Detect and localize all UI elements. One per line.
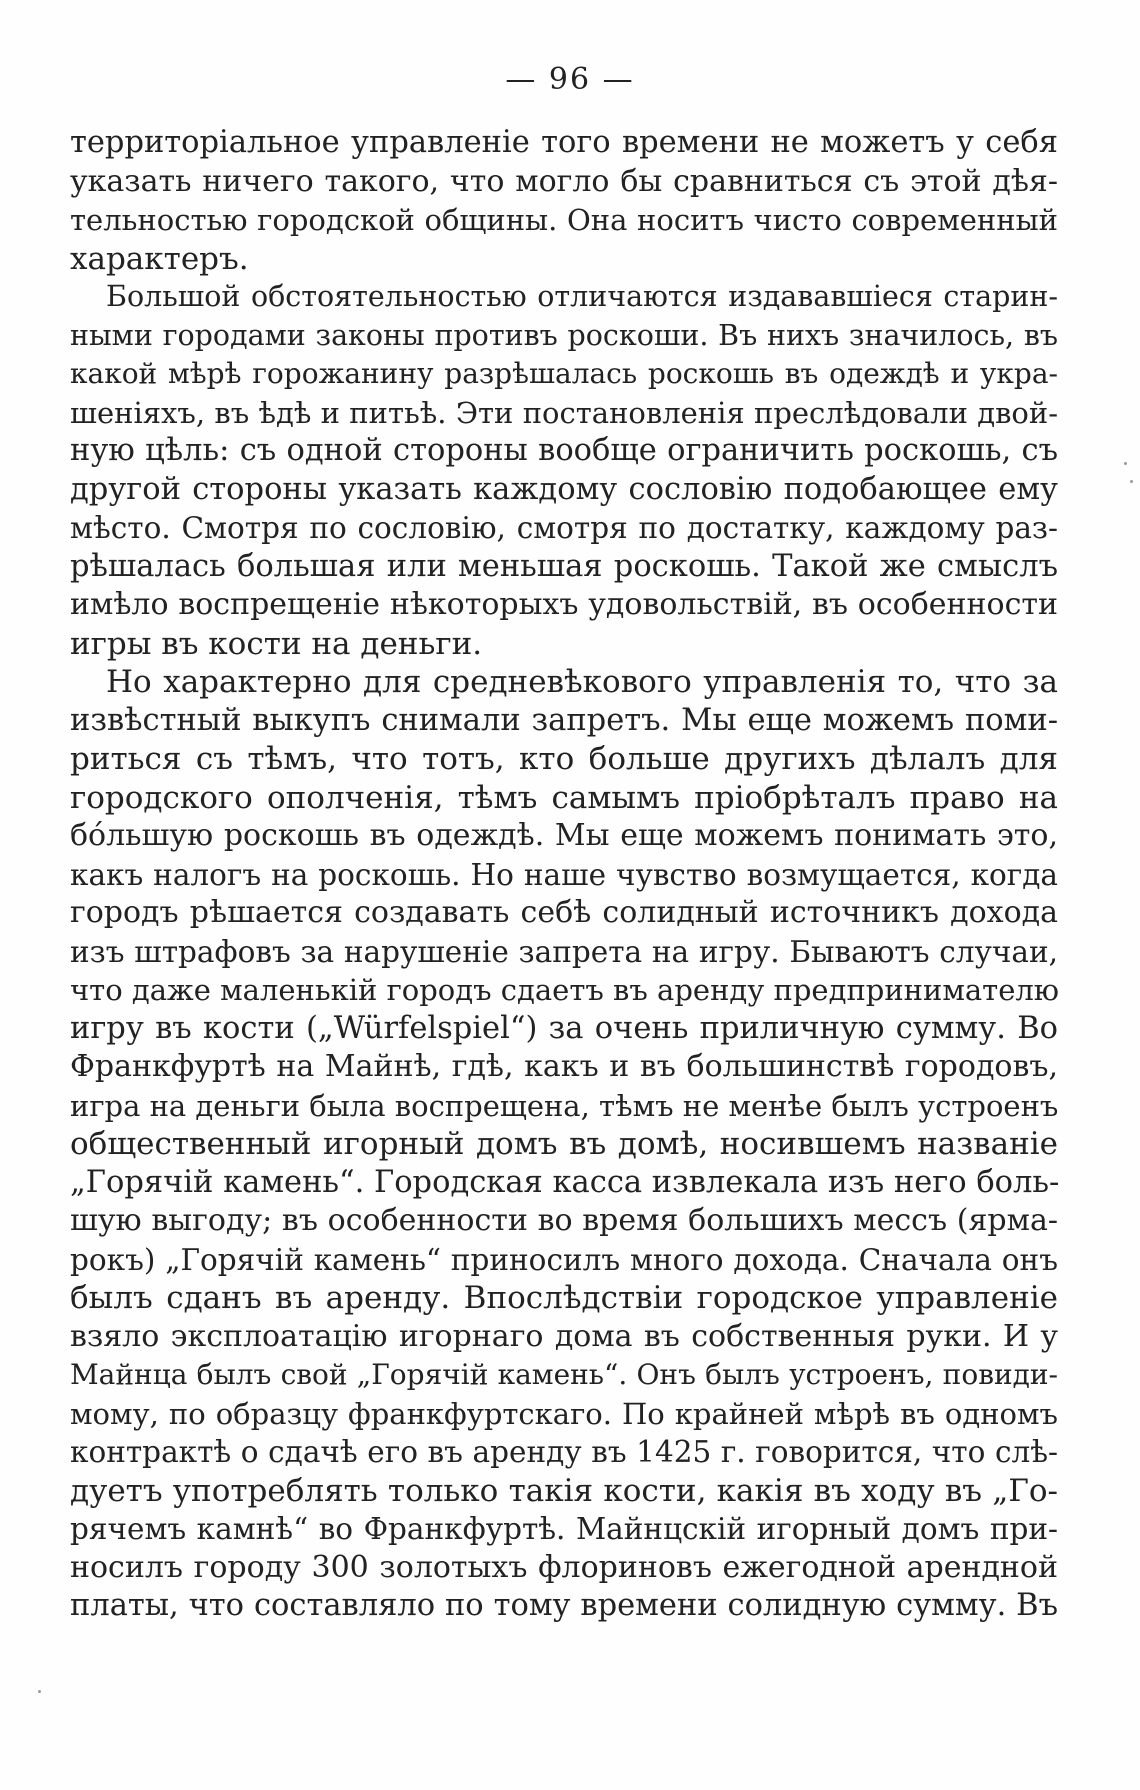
text-line: носилъ городу 300 золотыхъ флориновъ ежегодной арендной [70,1549,1058,1585]
text-line: какой мѣрѣ горожанину разрѣшалась роскошь въ одеждѣ и укра- [70,357,1058,390]
text-line: рѣшалась большая или меньшая роскошь. Такой же смыслъ [70,548,1058,584]
text-line: Большой обстоятельностью отличаются издававшіеся старин- [106,280,1058,313]
paper-speck [1124,462,1127,465]
text-line: риться съ тѣмъ, что тотъ, кто больше другихъ дѣлалъ для [70,741,1058,777]
text-line: другой стороны указать каждому сословію подобающее ему [70,471,1058,507]
text-line: шеніяхъ, въ ѣдѣ и питьѣ. Эти постановленія преслѣдовали двой- [70,395,1058,430]
text-line: мѣсто. Смотря по сословію, смотря по достатку, каждому раз- [70,511,1058,545]
text-line: территоріальное управленіе того времени не можетъ у себя [70,125,1058,160]
paper-speck [38,1690,41,1693]
text-line: городъ рѣшается создавать себѣ солидный источникъ дохода [70,895,1058,930]
paragraph [70,663,1058,1626]
text-line: бо́льшую роскошь въ одеждѣ. Мы еще можемъ понимать это, [70,818,1058,853]
text-line: Но характерно для средневѣкового управленія то, что за [106,664,1058,700]
text-line: общественный игорный домъ въ домѣ, носившемъ названіе [70,1126,1058,1162]
text-line: былъ сданъ въ аренду. Впослѣдствіи городское управленіе [70,1280,1058,1316]
text-line: какъ налогъ на роскошь. Но наше чувство возмущается, когда [70,857,1058,892]
text-line: мому, по образцу франкфуртскаго. По крайней мѣрѣ въ одномъ [70,1396,1058,1431]
text-line: Майнца былъ свой „Горячій камень“. Онъ былъ устроенъ, повиди- [70,1358,1058,1391]
text-line: тельностью городской общины. Она носитъ чисто современный [70,203,1058,237]
text-line: указать ничего такого, что могло бы сравниться съ этой дѣя- [70,163,1058,199]
body-text [70,124,1058,1626]
text-line: извѣстный выкупъ снимали запретъ. Мы еще можемъ поми- [70,702,1058,738]
text-line: ными городами законы противъ роскоши. Въ нихъ значилось, въ [70,318,1058,352]
text-line: „Горячій камень“. Городская касса извлекала изъ него боль- [70,1164,1060,1200]
text-line: ную цѣль: съ одной стороны вообще ограничить роскошь, съ [70,433,1058,468]
text-line: Франкфуртѣ на Майнѣ, гдѣ, какъ и въ большинствѣ городовъ, [70,1049,1058,1084]
text-line: игру въ кости („Würfelspiel“) за очень приличную сумму. Во [70,1010,1058,1046]
text-line: имѣло воспрещеніе нѣкоторыхъ удовольствій, въ особенности [70,587,1058,622]
text-line: игра на деньги была воспрещена, тѣмъ не менѣе былъ устроенъ [70,1088,1059,1123]
text-line: игры въ кости на деньги. [70,625,483,662]
text-line: дуетъ употреблять только такія кости, какія въ ходу въ „Го- [70,1472,1058,1509]
paragraph [70,278,1058,663]
text-line: контрактѣ о сдачѣ его въ аренду въ 1425 г. говорится, что слѣ- [70,1435,1058,1469]
text-line: взяло эксплоатацію игорнаго дома въ собственныя руки. И у [70,1318,1058,1354]
text-line: рячемъ камнѣ“ во Франкфуртѣ. Майнцскій игорный домъ при- [70,1512,1058,1546]
text-line: характеръ. [70,240,249,277]
text-line: платы, что составляло по тому времени солидную сумму. Въ [70,1588,1058,1623]
page-number: — 96 — [505,62,635,97]
paper-speck [1130,480,1133,483]
text-line: городского ополченія, тѣмъ самымъ пріобрѣталъ право на [70,779,1058,816]
text-line: рокъ) „Горячій камень“ приносилъ много дохода. Сначала онъ [70,1242,1058,1277]
paragraph [70,124,1058,278]
text-line: что даже маленькій городъ сдаетъ въ аренду предпринимателю [70,973,1060,1007]
text-line: изъ штрафовъ за нарушеніе запрета на игру. Бываютъ случаи, [70,934,1058,969]
text-line: шую выгоду; въ особенности во время большихъ мессъ (ярма- [70,1203,1058,1238]
